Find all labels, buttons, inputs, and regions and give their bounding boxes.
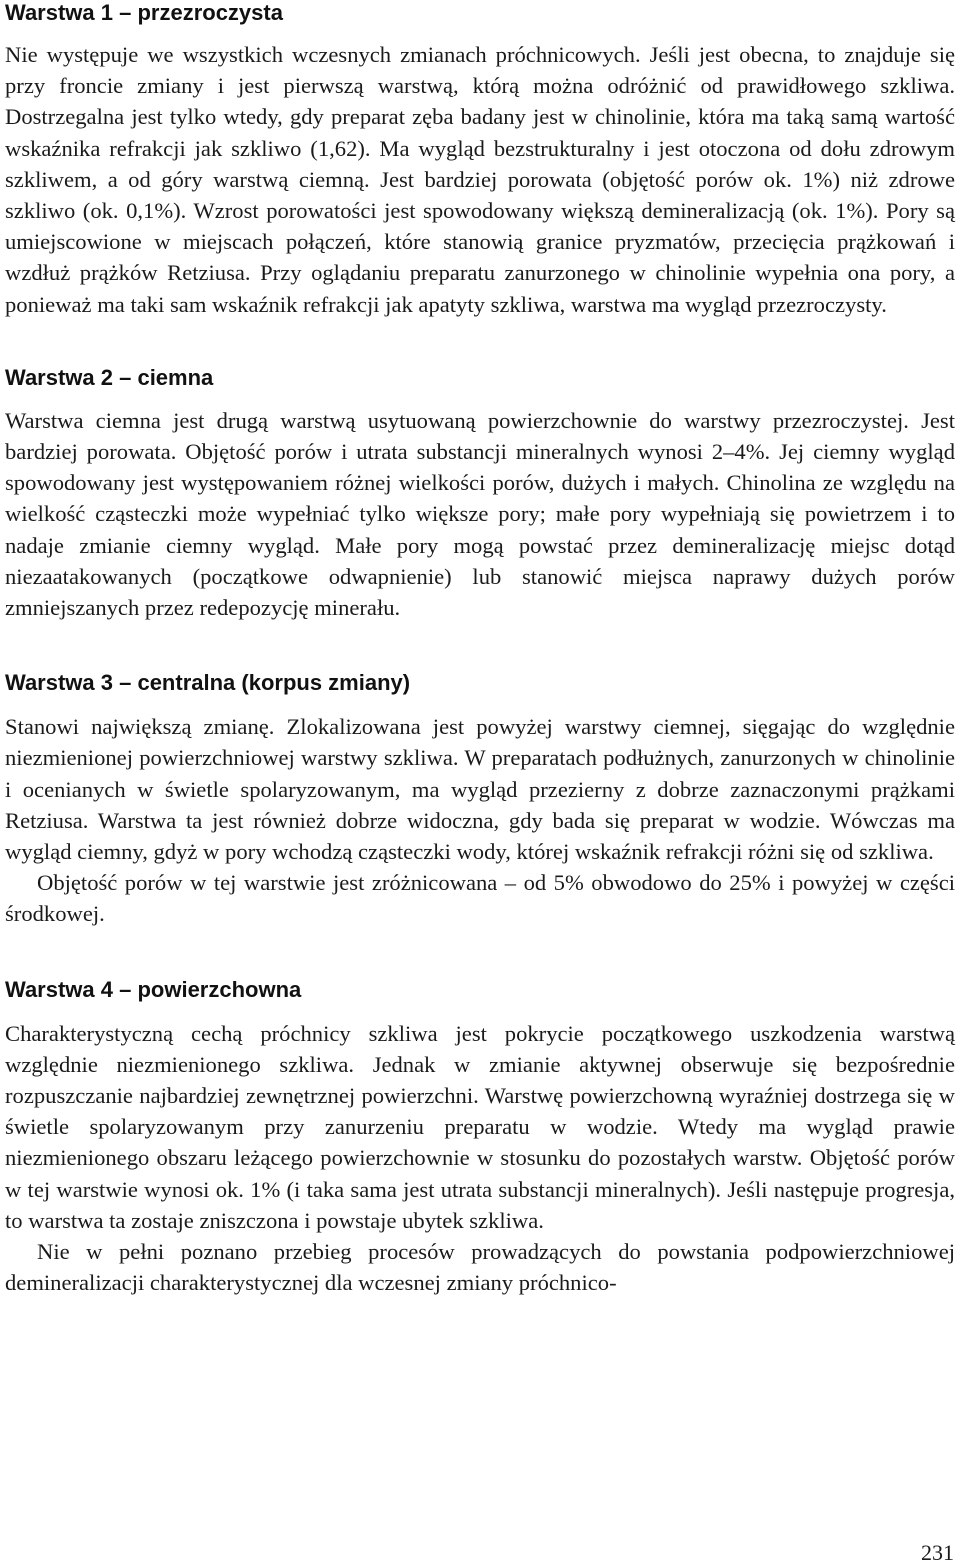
paragraph: Stanowi największą zmianę. Zlokalizowana jest powyżej warstwy ciemnej, sięgając do względnie niezmienionej powierzchniowej warstwy szkliwa. W preparatach podłużnych, zanurzonych w chinolinie i ocenianych w świetle spolaryzowanym, ma wygląd przezierny z dobrze zaznaczonymi prążkami Retziusa. Warstwa ta jest również dobrze widoczna, gdy bada się preparat w wodzie. Wówczas ma wygląd ciemny, gdyż w pory wchodzą cząsteczki wody, której wskaźnik refrakcji różni się od szkliwa.	[5, 714, 955, 865]
section-layer-3	[5, 670, 955, 929]
paragraph: Warstwa ciemna jest drugą warstwą usytuowaną powierzchownie do warstwy przezroczystej. Jest bardziej porowata. Objętość porów i utrata substancji mineralnych wynosi 2–4%. Jej ciemny wygląd spowodowany jest występowaniem różnej wielkości porów, dużych i małych. Chinolina ze względu na wielkość cząsteczki może wypełniać tylko większe pory; małe pory wypełniają się powietrzem i to nadaje zmianie ciemny wygląd. Małe pory mogą powstać przez demineralizację miejsc dotąd niezaatakowanych (początkowe odwapnienie) lub stanowić miejsca naprawy dużych porów zmniejszanych przez redepozycję minerału.	[5, 407, 955, 621]
document-page	[5, 0, 955, 1299]
section-layer-1	[5, 0, 955, 320]
paragraph: Objętość porów w tej warstwie jest zróżnicowana – od 5% obwodowo do 25% i powyżej w części środkowej.	[5, 870, 955, 927]
section-heading: Warstwa 1 – przezroczysta	[5, 0, 283, 25]
section-layer-4	[5, 977, 955, 1299]
page-number: 231	[921, 1540, 954, 1565]
section-heading: Warstwa 2 – ciemna	[5, 364, 214, 390]
section-heading: Warstwa 4 – powierzchowna	[5, 976, 302, 1002]
section-layer-2	[5, 365, 955, 623]
section-heading: Warstwa 3 – centralna (korpus zmiany)	[5, 670, 411, 696]
paragraph: Nie występuje we wszystkich wczesnych zmianach próchnicowych. Jeśli jest obecna, to znajduje się przy froncie zmiany i jest pierwszą warstwą, którą można odróżnić od prawidłowego szkliwa. Dostrzegalna jest tylko wtedy, gdy preparat zęba badany jest w chinolinie, która ma taką samą wartość wskaźnika refrakcji jak szkliwo (1,62). Ma wygląd bezstrukturalny i jest otoczona od dołu zdrowym szkliwem, a od góry warstwą ciemną. Jest bardziej porowata (objętość porów ok. 1%) niż zdrowe szkliwo (ok. 0,1%). Wzrost porowatości jest spowodowany większą demineralizacją (ok. 1%). Pory są umiejscowione w miejscach połączeń, które stanowią granice pryzmatów, przecięcia prążkowań i wzdłuż prążków Retziusa. Przy oglądaniu preparatu zanurzonego w chinolinie wypełnia ona pory, a ponieważ ma taki sam wskaźnik refrakcji jak apatyty szkliwa, warstwa ma wygląd przezroczysty.	[5, 42, 955, 317]
paragraph: Nie w pełni poznano przebieg procesów prowadzących do powstania podpowierzchniowej demineralizacji charakterystycznej dla wczesnej zmiany próchnico-	[5, 1239, 955, 1296]
paragraph: Charakterystyczną cechą próchnicy szkliwa jest pokrycie początkowego uszkodzenia warstwą względnie niezmienionego szkliwa. Jednak w zmianie aktywnej obserwuje się bezpośrednie rozpuszczanie najbardziej zewnętrznej powierzchni. Warstwę powierzchowną wyraźniej dostrzega się w świetle spolaryzowanym przy zanurzeniu preparatu w wodzie. Wtedy ma wygląd prawie niezmienionego obszaru leżącego powierzchownie w stosunku do pozostałych warstw. Objętość porów w tej warstwie wynosi ok. 1% (i taka sama jest utrata substancji mineralnych). Jeśli następuje progresja, to warstwa ta zostaje zniszczona i powstaje ubytek szkliwa.	[5, 1020, 955, 1233]
